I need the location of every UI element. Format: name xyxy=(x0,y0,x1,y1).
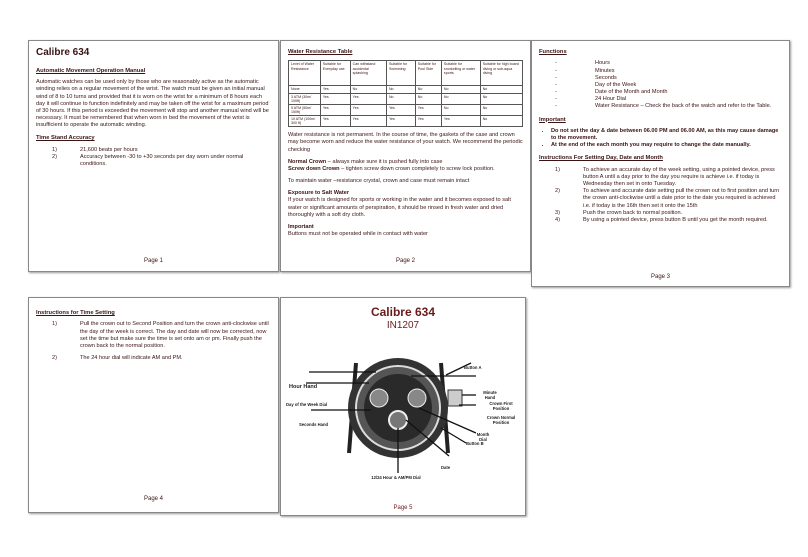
paragraph: To maintain water –resistance crystal, crown and case must remain intact xyxy=(288,178,470,185)
paragraph: If your watch is designed for sports or working in the water and it becomes exposed to salt water or significant amounts of perspiration, it should be rinsed in fresh water and dried thoroughly with a soft dry cloth. xyxy=(288,197,511,218)
page-2: Water Resistance Table Level of Water Resistance Suitable for Everyday use Can withstand accidental splashing Suitable for Swimming Suitable for Pool Side Suitable for snorkelling or water sports Suitable for high board diving or sub-aqua diving None Yes No No No No No 3 ATM (30m/ 100ft) Yes Yes No No No No 5 ATM (50m/ 150ft) Yes Yes Yes Yes No No 10 ATM (100m/ 300 ft) Yes Yes Yes Yes Yes No Water resistance is not permanent. In the course of time, the gaskets of the case and crown may become worn and reduce the water resistance of your watch. We recommend the periodic checking Normal Crown – always make sure it is pushed fully into case Screw down Crown – tighten screw down crown completely to screw lock position. To maintain water –resistance crystal, crown and case must remain intact Exposure to Salt Water If your watch is designed for sports or working in the water and it becomes exposed to salt water or significant amounts of perspiration, it should be rinsed in fresh water and dried thoroughly with a soft dry cloth. Important Buttons must not be operated while in contact with water Page 2 xyxy=(280,40,531,272)
table-cell: Yes xyxy=(415,104,441,115)
label-24h-dial: 12/24 Hour & AM/PM Dial xyxy=(371,475,421,480)
list-item: 1) Pull the crown out to Second Position and turn the crown anti-clockwise until the day of the week is correct. The day and date will now be corrected, now set the time but make sure the time is set onto am or pm. Finally push the crown back to the normal position. xyxy=(52,321,269,349)
table-cell: Yes xyxy=(320,116,350,127)
table-cell: Suitable for snorkelling or water sports xyxy=(441,61,480,86)
label: Screw down Crown xyxy=(288,165,340,172)
table-cell: No xyxy=(415,86,441,93)
table-cell: 3 ATM (30m/ 100ft) xyxy=(289,93,321,104)
table-cell: Can withstand accidental splashing xyxy=(350,61,386,86)
page-1 xyxy=(28,40,279,272)
water-resistance-table xyxy=(288,60,523,127)
section-heading: Instructions For Setting Day, Date and Month xyxy=(539,155,663,162)
section-heading: Instructions for Time Setting xyxy=(36,310,115,316)
section-heading: Water Resistance Table xyxy=(288,49,353,55)
section-heading: Important xyxy=(539,116,566,123)
table-cell: Yes xyxy=(350,104,386,115)
table-cell: 5 ATM (50m/ 150ft) xyxy=(289,104,321,115)
table-row xyxy=(289,104,523,115)
table-cell: Yes xyxy=(320,93,350,104)
list-item: - Seconds xyxy=(555,74,617,81)
paragraph: Automatic watches can be used only by those who are reasonably active as the automatic winding relies on a regular movement of the wrist. The watch must be given an initial manual wind of 8 to 10 turns and provided that it is worn on the wrist for a minimum of 8 hours each day it will continue to function indefinitely and may be taken off the wrist for a maximum period of 30 hours. If this period is exceeded the movement will stop and another manual wind will be necessary. It must be remembered that when worn in bed the movement of the wrist is insufficient to operate the automatic winding. xyxy=(36,79,269,129)
table-row xyxy=(289,61,523,86)
table-cell: No xyxy=(386,93,415,104)
table-cell: Yes xyxy=(441,116,480,127)
page-number: Page 5 xyxy=(393,505,413,511)
table-cell: No xyxy=(386,86,415,93)
list-item: - Hours xyxy=(555,60,610,67)
model-number: IN1207 xyxy=(386,320,420,332)
table-cell: Yes xyxy=(386,104,415,115)
subheading: Important xyxy=(288,223,314,230)
page-number: Page 3 xyxy=(650,274,671,280)
list-item: - Water Resistance – Check the back of the watch and refer to the Table. xyxy=(555,103,772,110)
list-item: 4) By using a pointed device, press button B until you get the month required. xyxy=(555,216,768,223)
label-date: Date xyxy=(441,465,451,470)
list-item: 2) To achieve and accurate date setting pull the crown out to first position and turn the crown anti-clockwise until a date prior to the date you required is achieved i.e. if today is the 16th then set it onto the 15th xyxy=(555,188,780,209)
page-title: Calibre 634 xyxy=(370,305,436,319)
section-heading: Time Stand Accuracy xyxy=(36,135,95,142)
label-button-b: Button B xyxy=(466,441,484,446)
table-cell: Suitable for Swimming xyxy=(386,61,415,86)
table-cell: Yes xyxy=(415,116,441,127)
table-cell: Suitable for Pool Side xyxy=(415,61,441,86)
table-cell: No xyxy=(480,116,522,127)
subheading: Exposure to Salt Water xyxy=(288,190,350,197)
list-item: 1) 21,600 beats per hours xyxy=(52,146,138,153)
table-cell: None xyxy=(289,86,321,93)
page-3 xyxy=(531,40,790,287)
paragraph: Buttons must not be operated while in contact with water xyxy=(288,231,428,237)
page-title: Calibre 634 xyxy=(36,47,90,58)
table-cell: No xyxy=(441,104,480,115)
table-cell: Yes xyxy=(350,116,386,127)
list-item: 2) Accuracy between -30 to +30 seconds per day worn under normal conditions. xyxy=(52,153,244,168)
table-cell: No xyxy=(480,104,522,115)
table-row xyxy=(289,93,523,104)
list-item: 1) To achieve an accurate day of the week setting, using a pointed device, press button A until a day prior to the day you require is achieve i.e. if today is Wednesday then set in onto Tuesday. xyxy=(555,166,775,188)
label-minute-hand: Minute Hand xyxy=(483,390,497,400)
table-cell: Yes xyxy=(350,93,386,104)
label-hour-hand: Hour Hand xyxy=(289,384,318,390)
table-cell: Yes xyxy=(320,104,350,115)
section-heading: Functions xyxy=(539,49,567,55)
table-cell: No xyxy=(441,86,480,93)
table-row xyxy=(289,116,523,127)
label: Normal Crown xyxy=(288,158,327,165)
label-seconds-hand: Seconds Hand xyxy=(299,422,329,427)
table-cell: Suitable for high board diving or sub-aqua diving xyxy=(480,61,522,86)
table-cell: Level of Water Resistance xyxy=(289,61,321,86)
table-cell: No xyxy=(415,93,441,104)
table-cell: No xyxy=(441,93,480,104)
table-cell: 10 ATM (100m/ 300 ft) xyxy=(289,116,321,127)
page-number: Page 1 xyxy=(143,258,164,264)
list-item: • At the end of the each month you may require to change the date manually. xyxy=(551,142,782,149)
page-number: Page 4 xyxy=(143,496,164,502)
table-cell: No xyxy=(480,93,522,104)
page-4 xyxy=(28,297,279,513)
label-button-a: Button A xyxy=(464,365,482,370)
table-cell: Yes xyxy=(320,86,350,93)
list-item: - 24 Hour Dial xyxy=(555,96,627,103)
page-5 xyxy=(280,297,526,516)
list-item: • Do not set the day & date between 06.00 PM and 06.00 AM, as this may cause damage to the movement. xyxy=(551,128,782,142)
table-cell: Suitable for Everyday use xyxy=(320,61,350,86)
label-day-dial: Day of the Week Dial xyxy=(286,402,328,407)
label-month-dial: Month Dial xyxy=(476,432,490,442)
table-cell: Yes xyxy=(386,116,415,127)
table-cell: No xyxy=(350,86,386,93)
table-cell: No xyxy=(480,86,522,93)
functions-list xyxy=(539,60,782,110)
table-row xyxy=(289,86,523,93)
list-item: - Date of the Month and Month xyxy=(555,89,668,96)
page-number: Page 2 xyxy=(395,258,416,264)
label-crown-normal: Crown Normal Position xyxy=(486,415,516,425)
list-item: 3) Push the crown back to normal position. xyxy=(555,209,683,216)
list-item: - Day of the Week xyxy=(555,81,637,88)
label-crown-first: Crown First Position xyxy=(489,401,513,411)
list-item: 2) The 24 hour dial will indicate AM and PM. xyxy=(52,355,183,362)
list-item: - Minutes xyxy=(555,67,615,74)
section-heading: Automatic Movement Operation Manual xyxy=(36,67,146,74)
paragraph: Water resistance is not permanent. In the course of time, the gaskets of the case and crown may become worn and reduce the water resistance of your watch. We recommend the periodic checking xyxy=(288,132,523,153)
